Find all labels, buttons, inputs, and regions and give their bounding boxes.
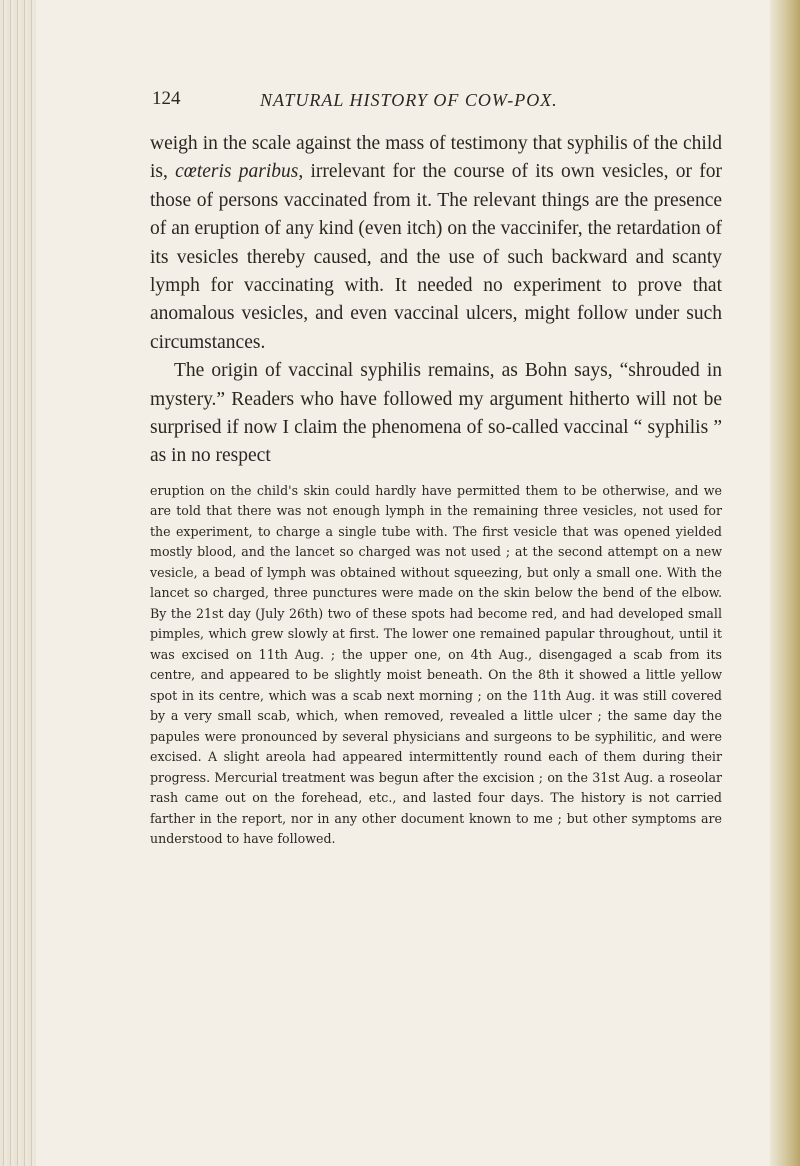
running-title: NATURAL HISTORY OF COW-POX.: [260, 90, 558, 110]
paragraph-1-text-a: weigh in the scale against the mass of testimony that syphilis of the child is,: [150, 133, 722, 183]
paragraph-1: [150, 130, 722, 357]
paragraph-1-italic: cœteris paribus: [175, 161, 299, 183]
footnote: eruption on the child's skin could hardly have permitted them to be otherwise, and we are told that there was not enough lymph in the remaining three vesicles, not used for the experiment, to charge a single tube with. The first vesicle that was opened yielded mostly blood, and the lancet so charged was not used ; at the second attempt on a new vesicle, a bead of lymph was obtained without squeezing, but only a small one. With the lancet so charged, three punctures were made on the skin below the bend of the elbow. By the 21st day (July 26th) two of these spots had become red, and had developed small pimples, which grew slowly at first. The lower one remained papular throughout, until it was excised on 11th Aug. ; the upper one, on 4th Aug., disengaged a scab from its centre, and appeared to be slightly moist beneath. On the 8th it showed a little yellow spot in its centre, which was a scab next morning ; on the 11th Aug. it was still covered by a very small scab, which, when removed, revealed a little ulcer ; the same day the papules were pronounced by several physicians and surgeons to be syphilitic, and were excised. A slight areola had appeared intermittently round each of them during their progress. Mercurial treatment was begun after the excision ; on the 31st Aug. a roseolar rash came out on the forehead, etc., and lasted four days. The history is not carried farther in the report, nor in any other document known to me ; but other symptoms are understood to have followed.: [150, 482, 722, 847]
right-page-edge: [770, 0, 800, 1166]
book-page: [150, 88, 722, 862]
paragraph-2: [150, 357, 722, 471]
page-header: [150, 88, 722, 118]
paragraph-1-text-b: , irrelevant for the course of its own vesicles, or for those of persons vaccinated from it. The relevant things are the presence of an eruption of any kind (even itch) on the vaccinifer, the retardation of its vesicles thereby caused, and the use of such backward and scanty lymph for vaccinating with. It needed no experiment to prove that anomalous vesicles, and even vaccinal ulcers, might follow under such circumstances.: [150, 161, 722, 353]
page-number: 124: [152, 88, 181, 109]
left-page-edge: [0, 0, 36, 1166]
paragraph-2-text: The origin of vaccinal syphilis remains, as Bohn says, “shrouded in mystery.” Readers who have followed my argument hitherto will not be surprised if now I claim the phenomena of so-called vaccinal “ syphilis ” as in no respect: [150, 360, 722, 467]
